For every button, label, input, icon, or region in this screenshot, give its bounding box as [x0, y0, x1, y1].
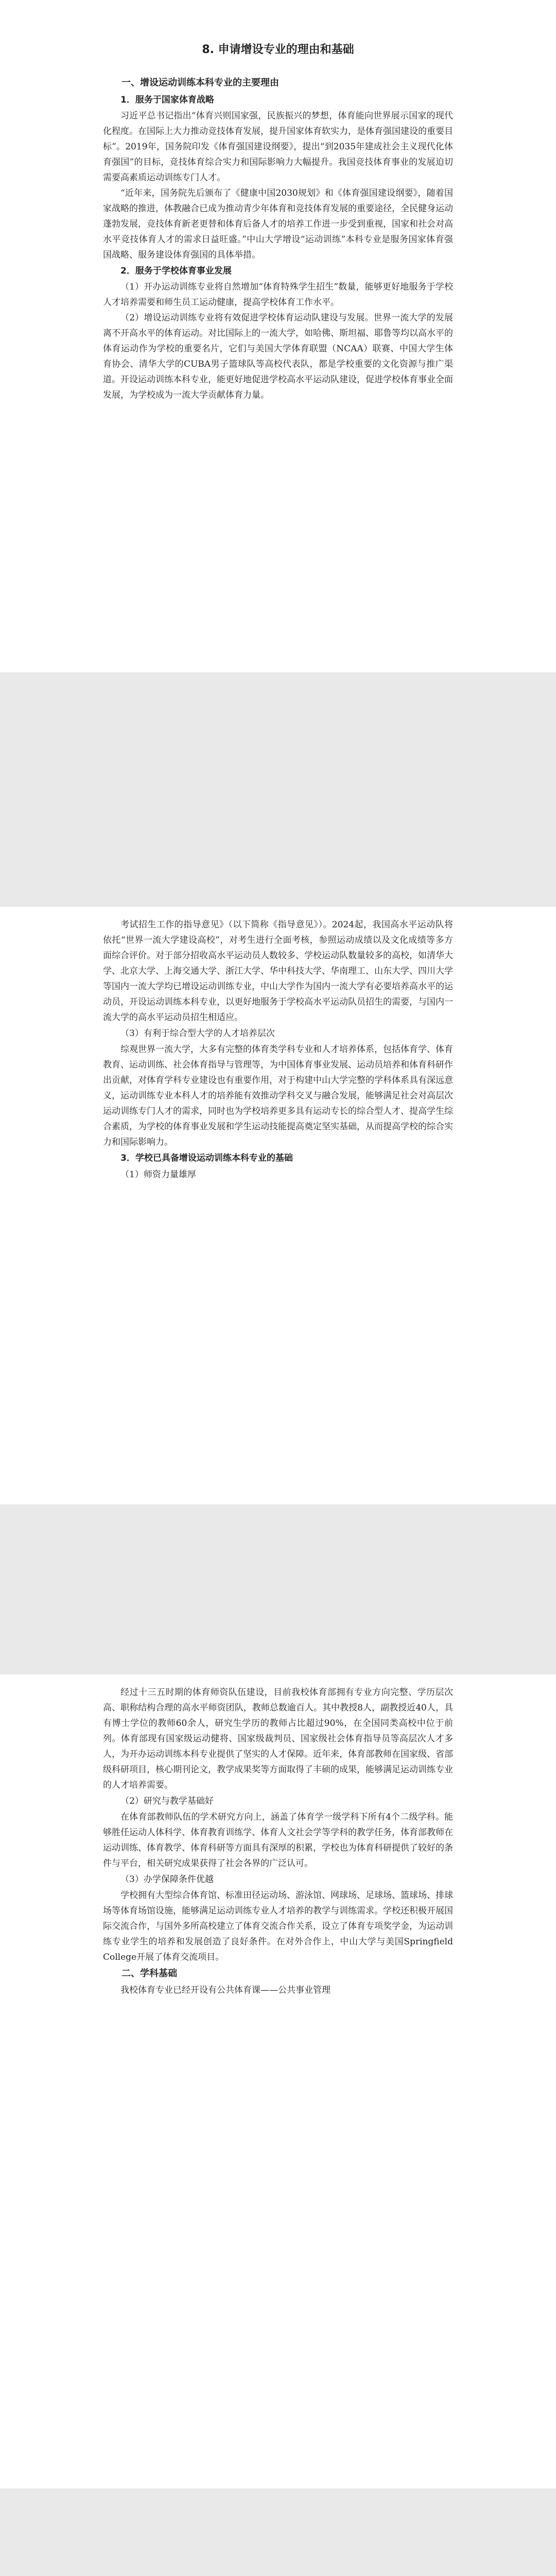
subheading-conditions: （3）办学保障条件优越 [120, 1874, 214, 1885]
paragraph: “近年来，国务院先后颁布了《健康中国2030规划》和《体育强国建设纲要》，随着国家战略的推进，体教融合已成为推动青少年体育和竞技体育发展的重要途径，全民健身运动蓬勃发展，竞技体育新老更替和体育后备人才的培养工作进一步受到重视，国家和社会对高水平竞技体育人才的需求日益旺盛。”中山大学增设“运动训练”本科专业是服务国家体育强国战略、服务建设体育强国的具体举措。 [103, 188, 453, 260]
paragraph: 考试招生工作的指导意见》（以下简称《指导意见》）。2024起，我国高水平运动队将依托“世界一流大学建设高校”，对考生进行全面考核，参照运动成绩以及文化成绩等多方面综合评价。对于部分招收高水平运动员人数较多、学校运动队数量较多的高校，如清华大学、北京大学、上海交通大学、浙江大学、华中科技大学、华南理工、山东大学、四川大学等国内一流大学均已增设运动训练专业，中山大学作为国内一流大学有必要培养高水平的运动员，开设运动训练本科专业，以更好地服务于学校高水平运动队员招生的需要，与国内一流大学的高水平运动员招生相适应。 [103, 920, 453, 1023]
paragraph: （2）增设运动训练专业将有效促进学校体育运动队建设与发展。世界一流大学的发展离不开高水平的体育运动。对比国际上的一流大学，如哈佛、斯坦福、耶鲁等均以高水平的体育运动作为学校的重要名片，它们与美国大学体育联盟（NCAA）联赛、中国大学生体育协会、清华大学的CUBA男子篮球队等高校代表队，都是学校重要的文化资源与推广渠道。开设运动训练本科专业，能更好地促进学校高水平运动队建设，促进学校体育事业全面发展，为学校成为一流大学贡献体育力量。 [103, 313, 453, 400]
subheading-school-development: 2．服务于学校体育事业发展 [120, 266, 232, 276]
page-gap [0, 1504, 556, 1674]
section-heading-discipline: 二、学科基础 [121, 1968, 177, 1979]
section-heading-reasons: 一、增设运动训练本科专业的主要理由 [121, 77, 279, 88]
document-page-1 [0, 0, 556, 672]
document-page-3 [0, 1674, 556, 2488]
paragraph: 经过十三五时期的体育师资队伍建设，目前我校体育部拥有专业方向完整、学历层次高、职称结构合理的高水平师资团队，教师总数逾百人。其中教授8人，副教授近40人，具有博士学位的教师60余人，研究生学历的教师占比超过90%，在全国同类高校中位于前列。体育部现有国家级运动健将、国家级裁判员、国家级社会体育指导员等高层次人才多人，为开办运动训练本科专业提供了坚实的人才保障。近年来，体育部教师在国家级、省部级科研项目，核心期刊论文，教学成果奖等方面取得了丰硕的成果，能够满足运动训练专业的人才培养需要。 [103, 1687, 453, 1790]
paragraph: 综观世界一流大学，大多有完整的体育类学科专业和人才培养体系，包括体育学、体育教育、运动训练、社会体育指导与管理等，为中国体育事业发展、运动员培养和体育科研作出贡献，对体育学科专业建设也有重要作用，对于构建中山大学完整的学科体系具有深远意义，运动训练专业本科人才的培养能有效推动学科交叉与融合发展，能够满足社会对高层次运动训练专门人才的需求，同时也为学校培养更多具有运动专长的综合型人才、提高学生综合素质，为学校的体育事业发展和学生运动技能提高奠定坚实基础，从而提高学校的综合实力和国际影响力。 [103, 1044, 453, 1147]
paragraph: 在体育部教师队伍的学术研究方向上，涵盖了体育学一级学科下所有4个二级学科。能够胜任运动人体科学、体育教育训练学、体育人文社会学等学科的教学任务，体育部教师在运动训练、体育教学、体育科研等方面具有深厚的积累，学校也为体育科研提供了较好的条件与平台，相关研究成果获得了社会各界的广泛认可。 [103, 1812, 453, 1869]
paragraph: 学校拥有大型综合体育馆、标准田径运动场、游泳馆、网球场、足球场、篮球场、排球场等体育场馆设施，能够满足运动训练专业人才培养的教学与训练需求。学校还积极开展国际交流合作，与国外多所高校建立了体育交流合作关系，设立了体育专项奖学金，为运动训练专业学生的培养和发展创造了良好条件。在对外合作上，中山大学与美国Springfield College开展了体育交流项目。 [103, 1890, 453, 1962]
paragraph: 习近平总书记指出“体育兴则国家强，民族振兴的梦想，体育能向世界展示国家的现代化程度。在国际上大力推动竞技体育发展，提升国家体育软实力，是体育强国建设的重要目标”。2019年，国务院印发《体育强国建设纲要》，提出“到2035年建成社会主义现代化体育强国”的目标，竞技体育综合实力和国际影响力大幅提升。我国竞技体育事业的发展迫切需要高素质运动训练专门人才。 [103, 111, 453, 183]
page-title: 8. 申请增设专业的理由和基础 [202, 43, 354, 56]
paragraph: 我校体育专业已经开设有公共体育课——公共事业管理 [120, 1985, 331, 1995]
page-gap [0, 672, 556, 907]
subheading-research-teaching: （2）研究与教学基础好 [120, 1796, 214, 1806]
paragraph: （1）开办运动训练专业将自然增加“体育特殊学生招生”数量，能够更好地服务于学校人才培养需要和师生员工运动健康，提高学校体育工作水平。 [103, 282, 453, 308]
document-page-2 [0, 907, 556, 1504]
subheading-faculty: （1）师资力量雄厚 [120, 1170, 196, 1180]
subheading-national-strategy: 1．服务于国家体育战略 [120, 95, 214, 105]
page-gap [0, 2488, 556, 2576]
subheading-talent-level: （3）有利于综合型大学的人才培养层次 [120, 1028, 275, 1039]
subheading-foundation: 3．学校已具备增设运动训练本科专业的基础 [120, 1153, 293, 1163]
